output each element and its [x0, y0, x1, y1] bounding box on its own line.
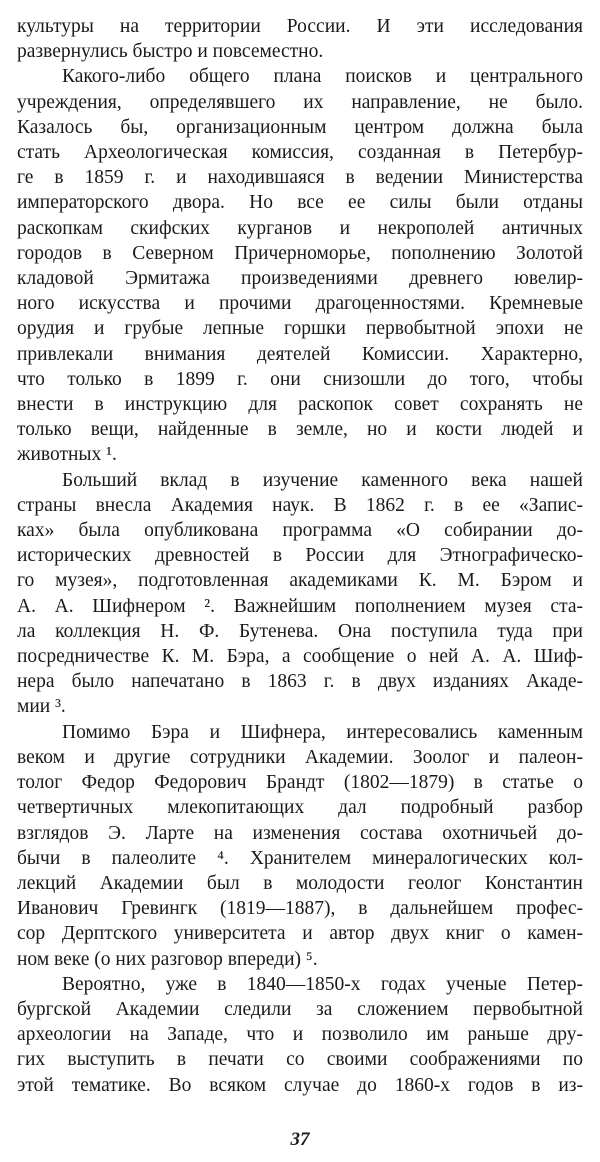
text-line: мии ³. [17, 696, 66, 718]
text-line: посредничестве К. М. Бэра, а сообщение о ней А. А. Шиф- [17, 646, 583, 668]
text-line: орудия и грубые лепные горшки первобытной эпохи не [17, 318, 583, 340]
text-line: А. А. Шифнером ². Важнейшим пополнением музея ста- [17, 595, 583, 617]
text-line: учреждения, определявшего их направление, не было. [17, 91, 583, 113]
text-line: ла коллекция Н. Ф. Бутенева. Она поступила туда при [17, 620, 583, 642]
page-number: 37 [290, 1128, 310, 1150]
text-line: этой тематике. Во всяком случае до 1860-х годов в из- [17, 1074, 583, 1096]
paragraph [17, 972, 583, 1098]
text-line: страны внесла Академия наук. В 1862 г. в ее «Запис- [17, 494, 583, 516]
text-line: археологии на Западе, что и позволило им раньше дру- [17, 1024, 583, 1046]
text-line: взглядов Э. Ларте на изменения состава охотничьей до- [17, 822, 583, 844]
text-line: ном веке (о них разговор впереди) ⁵. [17, 948, 318, 970]
paragraph [17, 64, 583, 467]
text-line: исторических древностей в России для Этнографическо- [17, 545, 583, 567]
text-line: Помимо Бэра и Шифнера, интересовались каменным [62, 721, 583, 743]
text-line: стать Археологическая комиссия, созданная в Петербур- [17, 142, 583, 164]
text-line: животных ¹. [17, 444, 117, 466]
text-line: лекций Академии был в молодости геолог Константин [17, 872, 583, 894]
text-line: развернулись быстро и повсеместно. [17, 41, 324, 63]
text-line: кладовой Эрмитажа произведениями древнего ювелир- [17, 268, 583, 290]
text-line: ках» была опубликована программа «О собирании до- [17, 520, 583, 542]
text-line: нера было напечатано в 1863 г. в двух изданиях Акаде- [17, 671, 583, 693]
text-line: гих выступить в печати со своими соображениями по [17, 1049, 583, 1071]
text-line: сор Дерптского университета и автор двух книг о камен- [17, 923, 583, 945]
text-line: Какого-либо общего плана поисков и центрального [62, 66, 583, 88]
body-text [17, 14, 583, 1098]
text-line: го музея», подготовленная академиками К. М. Бэром и [17, 570, 583, 592]
text-line: что только в 1899 г. они снизошли до того, чтобы [17, 368, 583, 390]
text-line: внести в инструкцию для раскопок совет сохранять не [17, 394, 583, 416]
text-line: Казалось бы, организационным центром должна была [17, 116, 583, 138]
text-line: бургской Академии следили за сложением первобытной [17, 998, 583, 1020]
paragraph [17, 468, 583, 720]
text-line: ного искусства и прочими драгоценностями. Кремневые [17, 293, 583, 315]
text-line: культуры на территории России. И эти исследования [17, 16, 583, 37]
text-line: Иванович Гревингк (1819—1887), в дальнейшем профес- [17, 898, 583, 920]
text-line: городов в Северном Причерноморье, пополнению Золотой [17, 242, 583, 264]
text-line: раскопкам скифских курганов и некрополей античных [17, 217, 583, 239]
text-line: ге в 1859 г. и находившаяся в ведении Министерства [17, 167, 583, 189]
text-line: четвертичных млекопитающих дал подробный разбор [17, 797, 583, 819]
text-line: императорского двора. Но все ее силы были отданы [17, 192, 583, 214]
paragraph [17, 14, 583, 64]
text-line: только вещи, найденные в земле, но и кости людей и [17, 419, 583, 441]
text-line: толог Федор Федорович Брандт (1802—1879) в статье о [17, 772, 583, 794]
text-line: веком и другие сотрудники Академии. Зоолог и палеон- [17, 746, 583, 768]
text-line: привлекали внимания деятелей Комиссии. Характерно, [17, 343, 583, 365]
text-line: Вероятно, уже в 1840—1850-х годах ученые Петер- [62, 973, 583, 995]
paragraph [17, 720, 583, 972]
text-line: Больший вклад в изучение каменного века нашей [62, 469, 583, 491]
text-line: бычи в палеолите ⁴. Хранителем минералогических кол- [17, 847, 583, 869]
